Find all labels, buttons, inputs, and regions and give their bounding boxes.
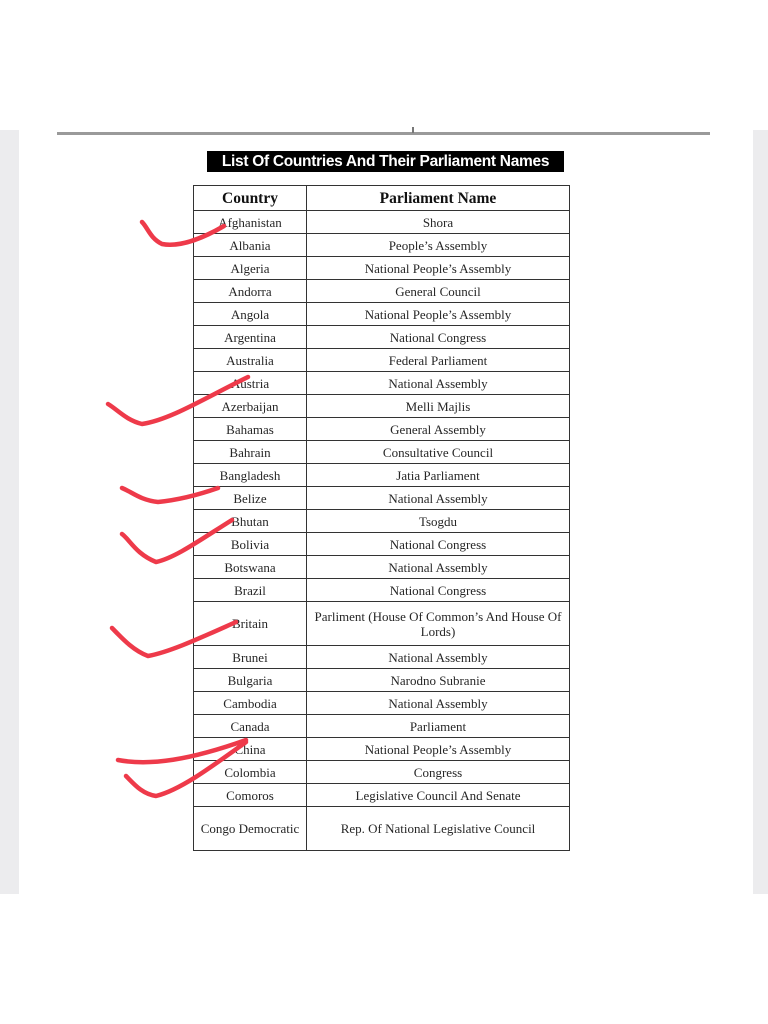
country-cell: Bahamas (194, 418, 307, 441)
parliament-cell: National Assembly (307, 372, 570, 395)
parliament-cell: Parliment (House Of Common’s And House Of Lords) (307, 602, 570, 646)
country-cell: Albania (194, 234, 307, 257)
parliament-cell: Jatia Parliament (307, 464, 570, 487)
country-cell: Azerbaijan (194, 395, 307, 418)
table-row (194, 715, 570, 738)
country-cell: Congo Democratic (194, 807, 307, 851)
table-row (194, 211, 570, 234)
table-row (194, 257, 570, 280)
country-cell: Belize (194, 487, 307, 510)
parliament-cell: Parliament (307, 715, 570, 738)
country-cell: Austria (194, 372, 307, 395)
parliament-cell: Shora (307, 211, 570, 234)
country-cell: Botswana (194, 556, 307, 579)
table-row (194, 441, 570, 464)
parliament-cell: National People’s Assembly (307, 303, 570, 326)
table-row (194, 234, 570, 257)
country-cell: Angola (194, 303, 307, 326)
page-margin-left (0, 130, 19, 894)
parliament-cell: National Congress (307, 533, 570, 556)
table-row (194, 579, 570, 602)
table-row (194, 761, 570, 784)
page-top-tick (412, 127, 414, 133)
table-row (194, 326, 570, 349)
parliament-cell: National Assembly (307, 556, 570, 579)
table-row (194, 646, 570, 669)
country-cell: Brazil (194, 579, 307, 602)
table-row (194, 487, 570, 510)
country-cell: Comoros (194, 784, 307, 807)
table-row (194, 349, 570, 372)
parliament-cell: National Assembly (307, 487, 570, 510)
parliament-cell: Narodno Subranie (307, 669, 570, 692)
parliament-cell: Federal Parliament (307, 349, 570, 372)
parliament-cell: People’s Assembly (307, 234, 570, 257)
table-row (194, 692, 570, 715)
parliament-cell: Consultative Council (307, 441, 570, 464)
table-row (194, 418, 570, 441)
country-cell: Afghanistan (194, 211, 307, 234)
country-cell: Britain (194, 602, 307, 646)
parliament-cell: Congress (307, 761, 570, 784)
table-row (194, 464, 570, 487)
country-cell: Bahrain (194, 441, 307, 464)
table-row (194, 280, 570, 303)
country-cell: China (194, 738, 307, 761)
parliament-cell: Tsogdu (307, 510, 570, 533)
country-cell: Canada (194, 715, 307, 738)
parliament-cell: National Assembly (307, 646, 570, 669)
table-row (194, 669, 570, 692)
parliament-cell: Rep. Of National Legislative Council (307, 807, 570, 851)
table-row (194, 510, 570, 533)
table-header-row (194, 186, 570, 211)
parliament-cell: Legislative Council And Senate (307, 784, 570, 807)
country-cell: Brunei (194, 646, 307, 669)
country-cell: Australia (194, 349, 307, 372)
country-cell: Bolivia (194, 533, 307, 556)
country-cell: Cambodia (194, 692, 307, 715)
table-row (194, 395, 570, 418)
parliament-cell: General Council (307, 280, 570, 303)
country-cell: Bhutan (194, 510, 307, 533)
country-cell: Bulgaria (194, 669, 307, 692)
page-top-rule (57, 132, 710, 135)
header-parliament-name: Parliament Name (307, 186, 570, 211)
country-cell: Argentina (194, 326, 307, 349)
document-title: List Of Countries And Their Parliament Names (207, 151, 564, 172)
table-row (194, 807, 570, 851)
header-country: Country (194, 186, 307, 211)
country-cell: Bangladesh (194, 464, 307, 487)
parliament-cell: Melli Majlis (307, 395, 570, 418)
country-cell: Andorra (194, 280, 307, 303)
page-margin-right (753, 130, 768, 894)
table-row (194, 784, 570, 807)
table-row (194, 738, 570, 761)
country-cell: Colombia (194, 761, 307, 784)
table-row (194, 533, 570, 556)
table-row (194, 303, 570, 326)
parliament-cell: National Congress (307, 326, 570, 349)
parliament-cell: National People’s Assembly (307, 738, 570, 761)
parliament-cell: National People’s Assembly (307, 257, 570, 280)
table-row (194, 602, 570, 646)
table-row (194, 556, 570, 579)
parliament-cell: National Assembly (307, 692, 570, 715)
parliament-cell: General Assembly (307, 418, 570, 441)
table-row (194, 372, 570, 395)
country-cell: Algeria (194, 257, 307, 280)
parliament-table (193, 185, 570, 851)
parliament-cell: National Congress (307, 579, 570, 602)
